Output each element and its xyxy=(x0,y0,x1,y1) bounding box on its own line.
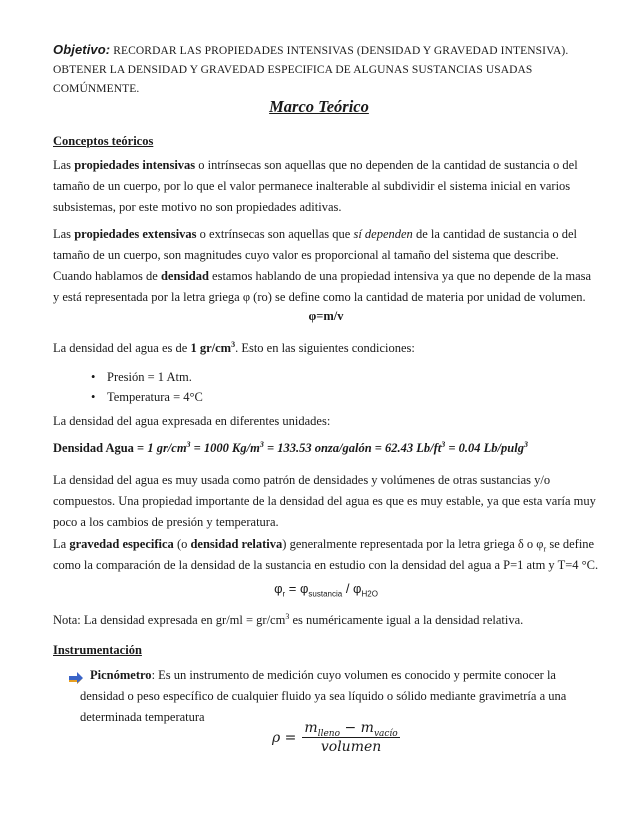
text-run: ) generalmente representada por la letra griega δ o φ xyxy=(282,537,544,551)
formula-symbol: / φ xyxy=(342,581,362,596)
term-gravedad-especifica: gravedad especifica xyxy=(69,537,174,551)
value-densidad-agua xyxy=(190,341,235,355)
term-densidad-relativa: densidad relativa xyxy=(190,537,283,551)
formula-term: 1 gr/cm xyxy=(147,441,187,455)
superscript: 3 xyxy=(231,339,236,349)
formula-term: = 1000 Kg/m xyxy=(190,441,260,455)
formula-term: = 0.04 Lb/pulg xyxy=(445,441,524,455)
list-item-text: Presión = 1 Atm. xyxy=(107,370,192,384)
text-run: 1 gr/cm xyxy=(190,341,232,355)
superscript: 3 xyxy=(259,439,264,449)
formula-term: = 133.53 onza/galón = 62.43 Lb/ft xyxy=(263,441,442,455)
paragraph-intensivas xyxy=(53,155,599,218)
subscript: sustancia xyxy=(308,589,343,599)
paragraph-unidades-intro: La densidad del agua expresada en diferentes unidades: xyxy=(53,414,331,428)
text-run: o extrínsecas son aquellas que xyxy=(196,227,354,241)
formula-symbol: m xyxy=(304,720,318,736)
subscript: lleno xyxy=(317,728,341,739)
superscript: 3 xyxy=(285,611,290,621)
text-run: Nota: La densidad expresada en gr/ml = gr/cm xyxy=(53,613,286,627)
emphasis-si-dependen: sí dependen xyxy=(353,227,413,241)
text-run: se define como la comparación de la densidad de la sustancia en estudio con la densidad del agua a P=1 atm y T=4 °C. xyxy=(53,537,599,572)
term-picnometro: Picnómetro xyxy=(90,668,152,682)
list-item xyxy=(53,367,599,387)
bullet-dot-icon: • xyxy=(91,370,96,384)
equation-numerator xyxy=(302,720,399,738)
equation-fraction xyxy=(302,720,399,755)
subscript: r xyxy=(543,544,547,554)
list-item xyxy=(53,387,599,407)
text-run: : Es un instrumento de medición cuyo volumen es conocido y permite conocer la densidad o peso específico de cualquier fluido ya sea líquido o sólido mediante gravimetría a una determinada temperatura xyxy=(80,668,567,724)
formula-symbol: m xyxy=(360,720,374,736)
paragraph-picnometro xyxy=(80,665,599,728)
paragraph-nota xyxy=(53,610,599,631)
text-run: Cuando hablamos de xyxy=(53,269,161,283)
text-run: o intrínsecas son aquellas que no dependen de la cantidad de sustancia o del tamaño de un cuerpo, por lo que el valor permanece inalterable al subdividir el sistema inicial en varios subsistemas, por este motivo no son propiedades aditivas. xyxy=(53,158,578,214)
equation-denominator: volumen xyxy=(320,739,382,755)
formula-label: Densidad Agua = xyxy=(53,441,148,455)
text-run: Las xyxy=(53,158,75,172)
subscript: H2O xyxy=(361,589,378,599)
subscript: vacío xyxy=(373,728,398,739)
list-item-text: Temperatura = 4°C xyxy=(107,390,203,404)
objetivo-paragraph xyxy=(53,40,599,99)
superscript: 3 xyxy=(523,439,528,449)
text-run: es numéricamente igual a la densidad relativa. xyxy=(289,613,524,627)
formula-symbol: φ xyxy=(274,581,283,596)
objetivo-label: Objetivo: xyxy=(53,42,111,57)
paragraph-patron: La densidad del agua es muy usada como patrón de densidades y volúmenes de otras sustancias y/o compuestos. Una propiedad importante de la densidad del agua es que es muy estable, ya que esta varía muy poco a los cambios de presión y temperatura. xyxy=(53,473,596,529)
section-heading-conceptos: Conceptos teóricos xyxy=(53,134,154,148)
text-run: estamos hablando de una propiedad intensiva ya que no depende de la masa y está representada por la letra griega φ (ro) se define como la cantidad de materia por unidad de volumen. xyxy=(53,269,592,304)
subscript: r xyxy=(282,589,286,599)
formula-symbol: = φ xyxy=(285,581,309,596)
conditions-list xyxy=(53,367,599,407)
formula-unidades xyxy=(53,438,599,459)
formula-densidad: φ=m/v xyxy=(308,309,344,323)
objetivo-text: RECORDAR LAS PROPIEDADES INTENSIVAS (DENSIDAD Y GRAVEDAD INTENSIVA). OBTENER LA DENSIDAD Y GRAVEDAD ESPECIFICA DE ALGUNAS SUSTANCIAS USADAS COMÚNMENTE. xyxy=(53,45,569,95)
paragraph-densidad xyxy=(53,266,599,308)
page-title: Marco Teórico xyxy=(269,97,369,116)
term-intensivas: propiedades intensivas xyxy=(74,158,196,172)
text-run: de la cantidad de sustancia o del tamaño de un cuerpo, son magnitudes cuyo valor es proporcional al tamaño del sistema que describe. xyxy=(53,227,577,262)
text-run: Las xyxy=(53,227,75,241)
bullet-dot-icon: • xyxy=(91,390,96,404)
term-extensivas: propiedades extensivas xyxy=(74,227,197,241)
equation-lhs: ρ = xyxy=(272,729,297,746)
text-run: La xyxy=(53,537,70,551)
text-run: (o xyxy=(173,537,191,551)
superscript: 3 xyxy=(441,439,446,449)
text-run: La densidad del agua es de xyxy=(53,341,191,355)
formula-symbol: − xyxy=(340,720,361,736)
superscript: 3 xyxy=(186,439,191,449)
equation-densidad-picnometro xyxy=(272,720,400,755)
paragraph-gravedad xyxy=(53,534,599,576)
paragraph-densidad-agua xyxy=(53,338,599,359)
term-densidad: densidad xyxy=(160,269,209,283)
formula-densidad-relativa xyxy=(53,578,599,599)
section-heading-instrumentacion: Instrumentación xyxy=(53,643,142,657)
text-run: . Esto en las siguientes condiciones: xyxy=(235,341,415,355)
paragraph-extensivas xyxy=(53,224,599,266)
